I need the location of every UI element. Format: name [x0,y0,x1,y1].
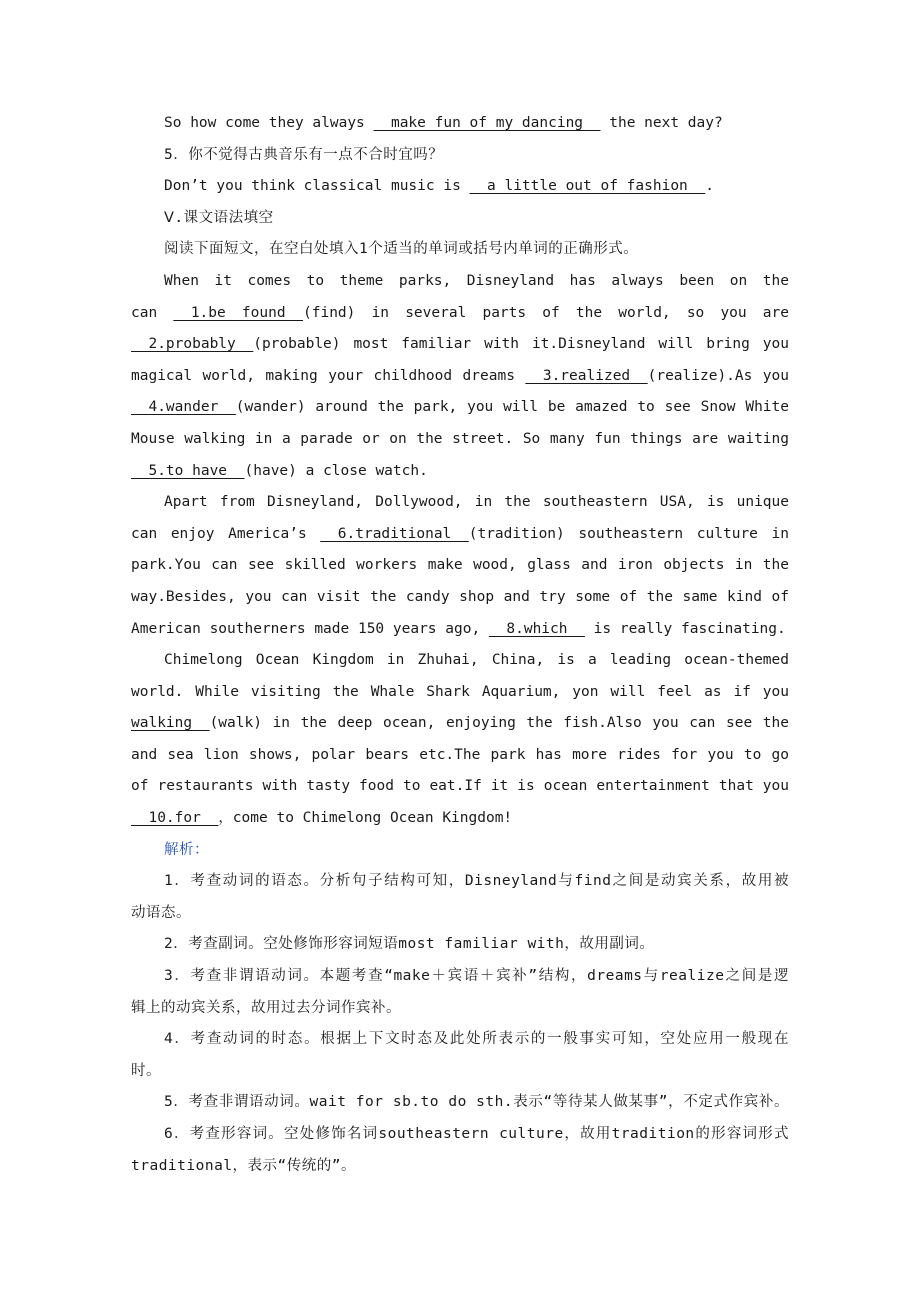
passage-line [131,677,789,709]
passage-line: Mouse walking in a parade or on the street. So many fun things are waiting [131,430,789,447]
translation-question: 5．你不觉得古典音乐有一点不合时宜吗？ [164,146,444,163]
document-page [131,108,789,1182]
explanation-line: 3．考查非谓语动词。本题考查“make＋宾语＋宾补”结构，dreams与realize之间是逻 [164,968,789,985]
explanation-line: 辑上的动宾关系，故用过去分词作宾补。 [131,999,401,1016]
sentence-text: So how come they always [164,115,374,131]
answer-blank-4: __4.wander__ [131,399,236,416]
passage-text: is really fascinating. [584,620,786,637]
passage-line [131,298,789,330]
explanation-line: 动语态。 [131,904,191,921]
passage-text: (tradition) southeastern culture in [468,525,789,542]
sentence-text: . [705,178,714,195]
passage-line: way.Besides, you can visit the candy shop and try some of the same kind of [131,588,789,605]
explanation-line: 2．考查副词。空处修饰形容词短语most familiar with，故用副词。 [164,936,655,953]
answer-blank-6: __6.traditional__ [320,525,469,542]
sentence-text: Don’t you think classical music is [164,178,470,195]
explanation-line: 6．考查形容词。空处修饰名词southeastern culture，故用tradition的形容词形式 [164,1126,789,1142]
passage-line: park.You can see skilled workers make wood, glass and iron objects in the [131,557,789,574]
answer-blank-2: __2.probably__ [131,336,254,353]
passage-line [131,519,789,551]
answer-blank: __a little out of fashion__ [469,178,706,195]
passage-line: Chimelong Ocean Kingdom in Zhuhai, China, is a leading ocean-themed [164,652,789,669]
passage-line: Apart from Disneyland, Dollywood, in the southeastern USA, is unique [164,494,789,511]
passage-text: can enjoy America’s [131,525,321,542]
explanation-line: 5．考查非谓语动词。wait for sb.to do sth.表示“等待某人做某事”，不定式作宾补。 [164,1094,789,1111]
passage-text: (probable) most familiar with it.Disneyland will bring you [253,336,789,353]
passage-text: ，come to Chimelong Ocean Kingdom! [218,810,513,827]
passage-line: and sea lion shows, polar bears etc.The park has more rides for you to go [131,746,789,763]
passage-line [131,614,789,646]
passage-line [131,803,789,835]
passage-line [131,361,789,393]
answer-blank-1: __1.be found__ [173,304,304,321]
passage-text: world. While visiting the Whale Shark Aquarium, yon will feel as if you [131,683,789,700]
answer-blank-3: __3.realized__ [525,367,648,384]
answer-blank-5: __5.to have__ [131,462,245,479]
answer-blank: __make fun of my dancing__ [373,115,601,131]
passage-text: magical world, making your childhood dreams [131,367,526,384]
passage-text: can [131,304,174,321]
passage-text: American southerners made 150 years ago, [131,620,489,637]
explanation-heading: 解析： [164,841,209,858]
translation-answer-line [131,171,789,203]
explanation-line: 时。 [131,1062,161,1079]
answer-blank-10: __10.for__ [131,810,219,827]
explanation-line: 4．考查动词的时态。根据上下文时态及此处所表示的一般事实可知，空处应用一般现在 [164,1031,789,1048]
passage-line [131,329,789,361]
answer-blank-9-continued: walking__ [131,715,210,732]
explanation-line: 1．考查动词的语态。分析句子结构可知，Disneyland与find之间是动宾关系，故用被 [164,873,789,890]
sentence-text: the next day? [600,115,723,131]
passage-line: of restaurants with tasty food to eat.If it is ocean entertainment that you [131,778,789,795]
answer-blank-8: __8.which__ [488,620,585,637]
passage-text: (wander) around the park, you will be amazed to see Snow White [235,399,789,416]
section-heading: Ⅴ.课文语法填空 [164,209,274,226]
passage-text: (find) in several parts of the world, so you are [303,304,789,321]
section-instructions: 阅读下面短文，在空白处填入1个适当的单词或括号内单词的正确形式。 [164,241,639,258]
translation-answer-line [131,108,789,140]
passage-text: (walk) in the deep ocean, enjoying the fish.Also you can see the [209,715,789,732]
passage-line [131,708,789,740]
passage-line: When it comes to theme parks, Disneyland has always been on the [164,272,789,289]
passage-text: (have) a close watch. [244,462,428,479]
passage-text: (realize).As you [647,367,789,384]
explanation-line: traditional，表示“传统的”。 [131,1157,356,1174]
passage-line [131,456,789,488]
passage-line [131,392,789,424]
